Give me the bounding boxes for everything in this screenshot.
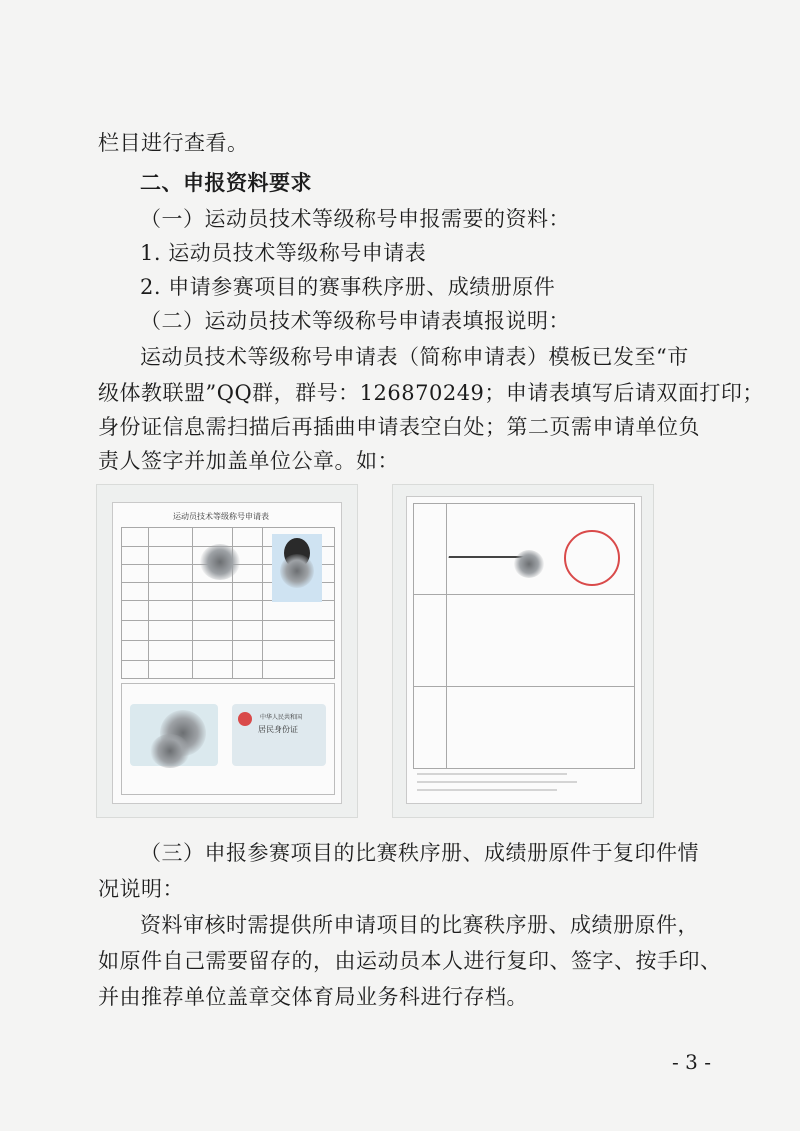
id-card-back	[232, 704, 326, 766]
list-item-1: 1. 运动员技术等级称号申请表	[140, 241, 427, 265]
paragraph-2-line-3: 并由推荐单位盖章交体育局业务科进行存档。	[98, 985, 528, 1009]
national-emblem-icon	[238, 712, 252, 726]
list-item-2: 2. 申请参赛项目的赛事秩序册、成绩册原件	[140, 275, 556, 299]
id-card-front	[130, 704, 218, 766]
id-card-area	[121, 683, 335, 795]
form-sheet	[112, 502, 342, 804]
application-form-photo	[96, 484, 358, 818]
id-card-title: 居民身份证	[258, 725, 298, 734]
form-back-sheet	[406, 496, 642, 804]
paragraph-2-line-2: 如原件自己需要留存的，由运动员本人进行复印、签字、按手印、	[98, 949, 722, 973]
signature-page-photo	[392, 484, 654, 818]
subsection-3-line-1: （三）申报参赛项目的比赛秩序册、成绩册原件于复印件情	[140, 841, 699, 865]
page-number: - 3 -	[672, 1050, 711, 1074]
paragraph-continuation: 栏目进行查看。	[98, 131, 249, 155]
section-heading: 二、申报资料要求	[140, 170, 312, 195]
form-title: 运动员技术等级称号申请表	[173, 512, 269, 521]
paragraph-1-line-2: 级体教联盟”QQ群，群号：126870249；申请表填写后请双面打印；	[98, 381, 764, 405]
subsection-1-heading: （一）运动员技术等级称号申报需要的资料：	[140, 207, 570, 231]
official-seal	[564, 530, 620, 586]
paragraph-1-line-4: 责人签字并加盖单位公章。如：	[98, 449, 399, 473]
applicant-photo	[272, 534, 322, 602]
subsection-2-heading: （二）运动员技术等级称号申请表填报说明：	[140, 309, 570, 333]
approval-table	[413, 503, 635, 769]
paragraph-1-line-1: 运动员技术等级称号申请表（简称申请表）模板已发至“市	[140, 345, 689, 369]
id-card-header: 中华人民共和国	[260, 714, 303, 721]
form-table	[121, 527, 335, 679]
paragraph-1-line-3: 身份证信息需扫描后再插曲申请表空白处；第二页需申请单位负	[98, 415, 700, 439]
paragraph-2-line-1: 资料审核时需提供所申请项目的比赛秩序册、成绩册原件，	[140, 913, 699, 937]
subsection-3-line-2: 况说明：	[98, 877, 184, 901]
